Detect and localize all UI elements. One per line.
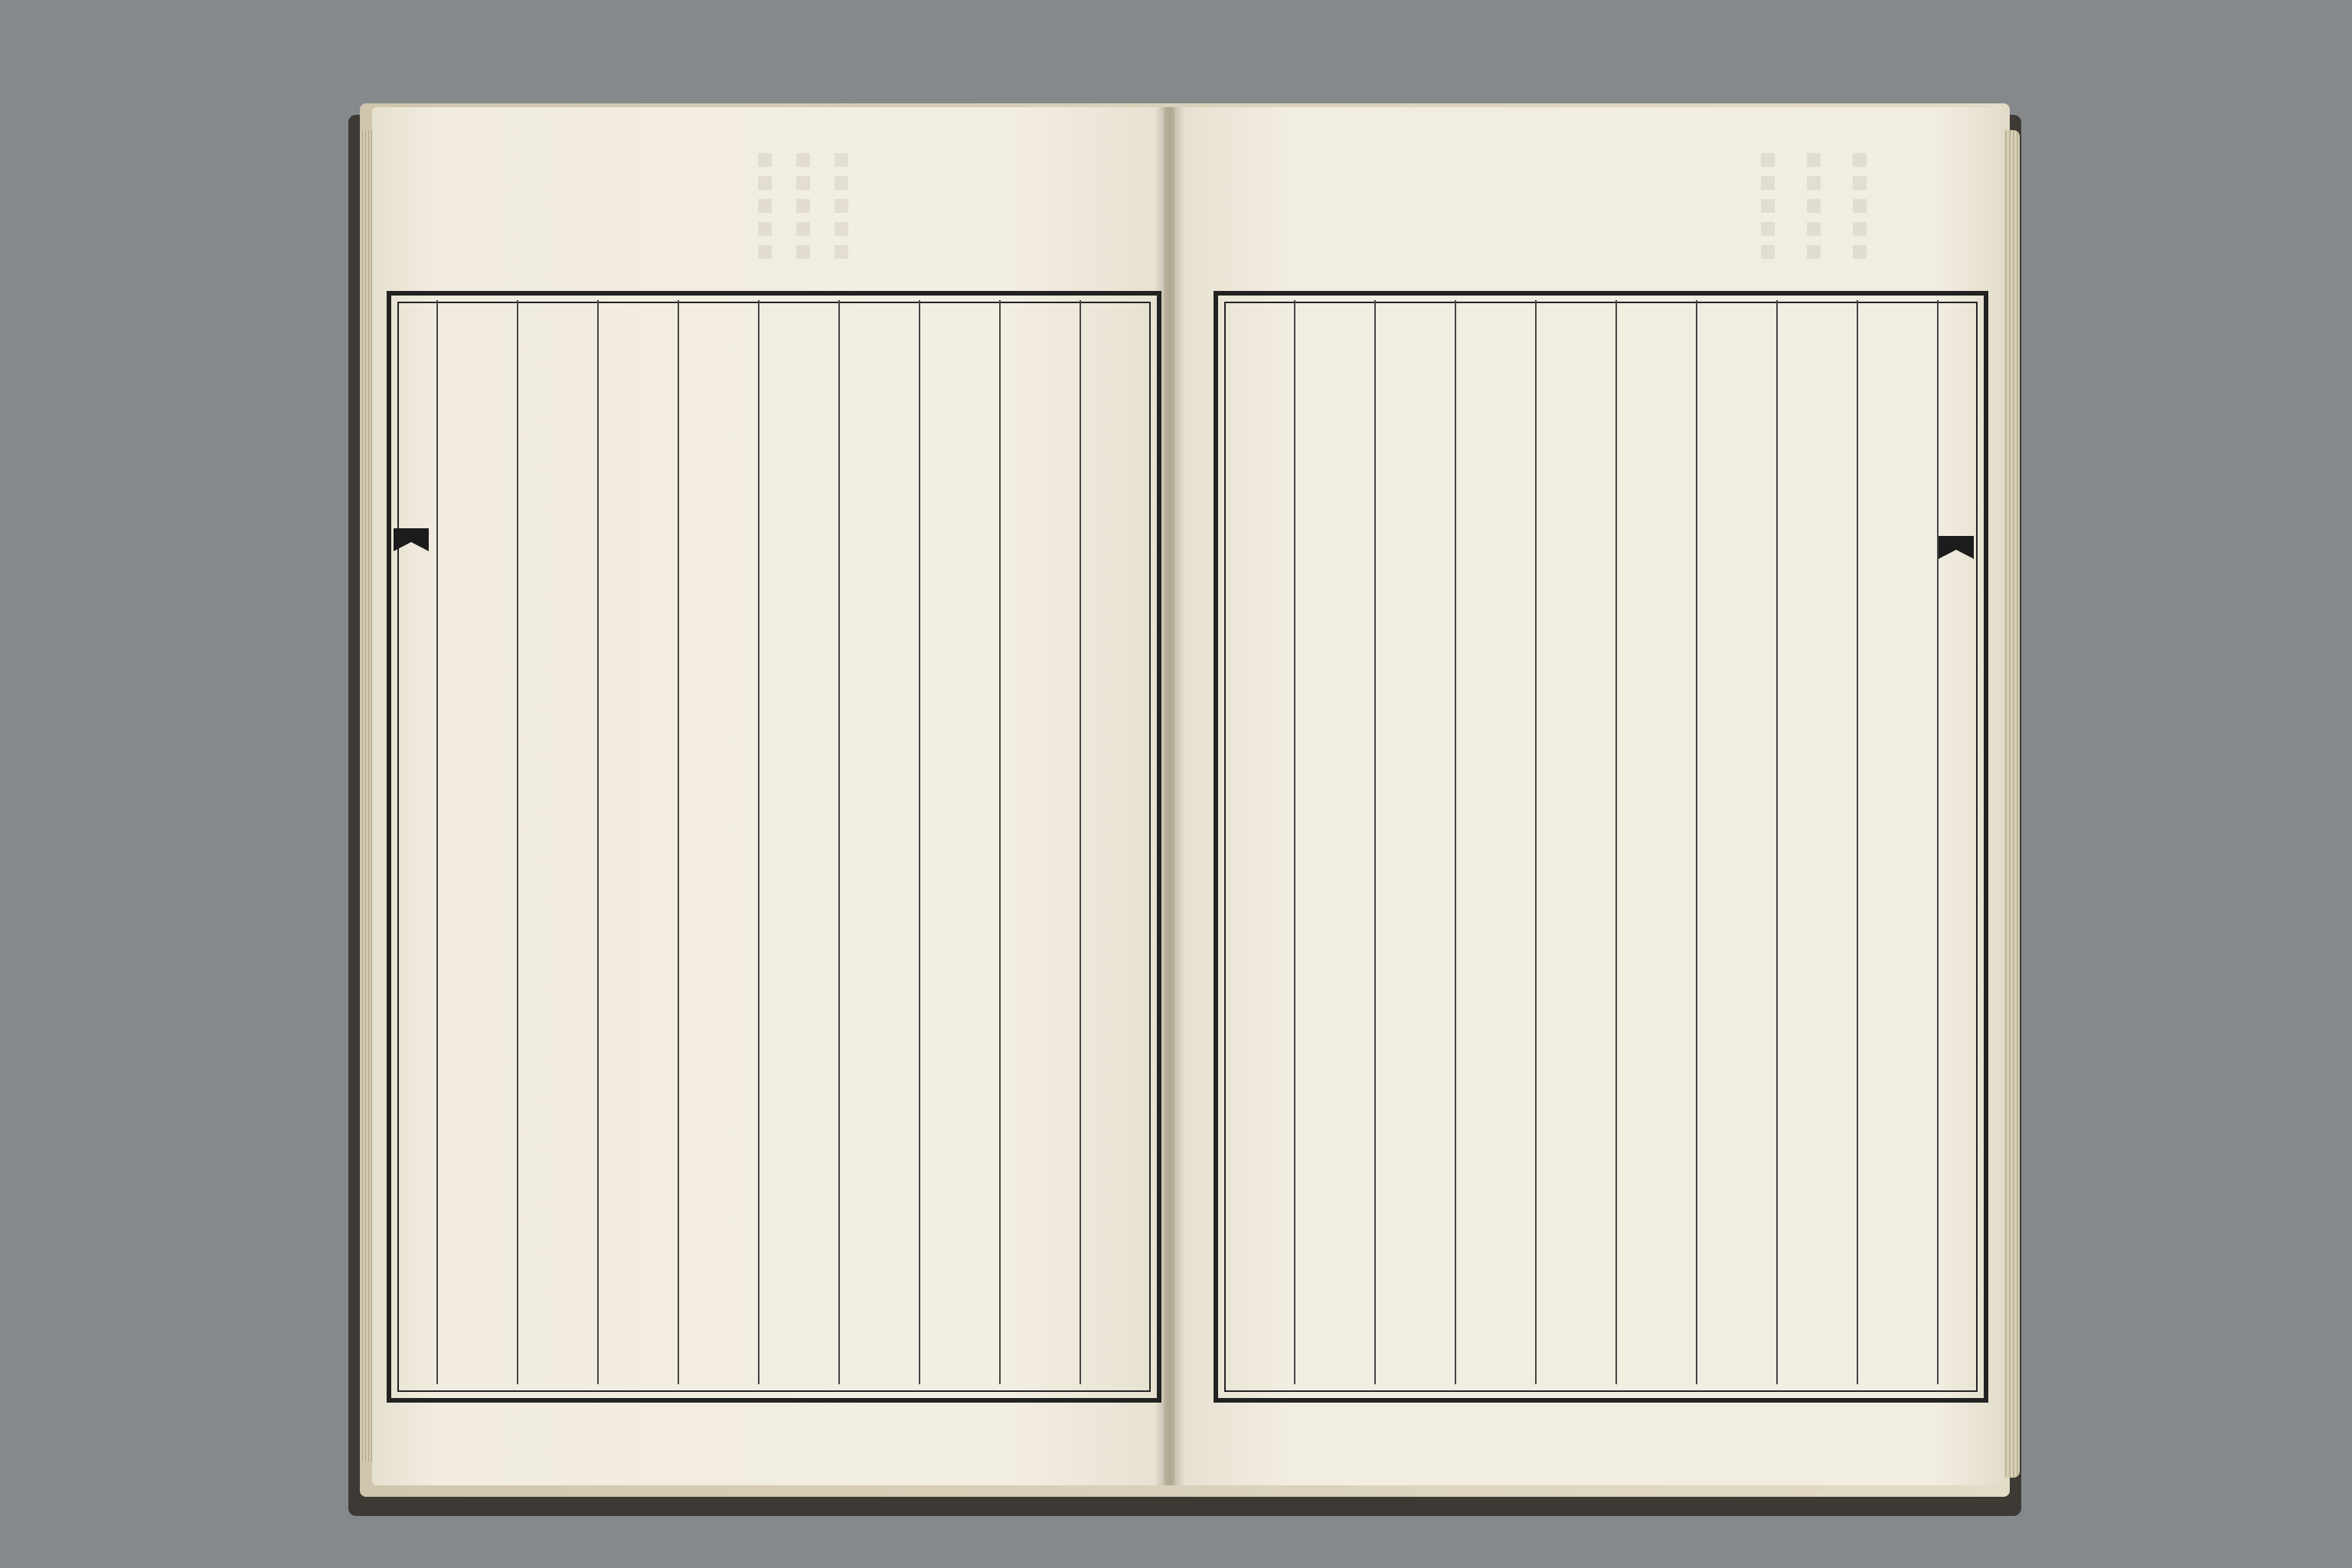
right-text-frame <box>1214 291 1988 1403</box>
show-through <box>1761 153 1775 268</box>
show-through <box>1807 153 1821 268</box>
left-text-frame <box>387 291 1161 1403</box>
left-commentary <box>413 145 949 283</box>
right-commentary <box>1256 145 1638 283</box>
show-through <box>1853 153 1867 268</box>
